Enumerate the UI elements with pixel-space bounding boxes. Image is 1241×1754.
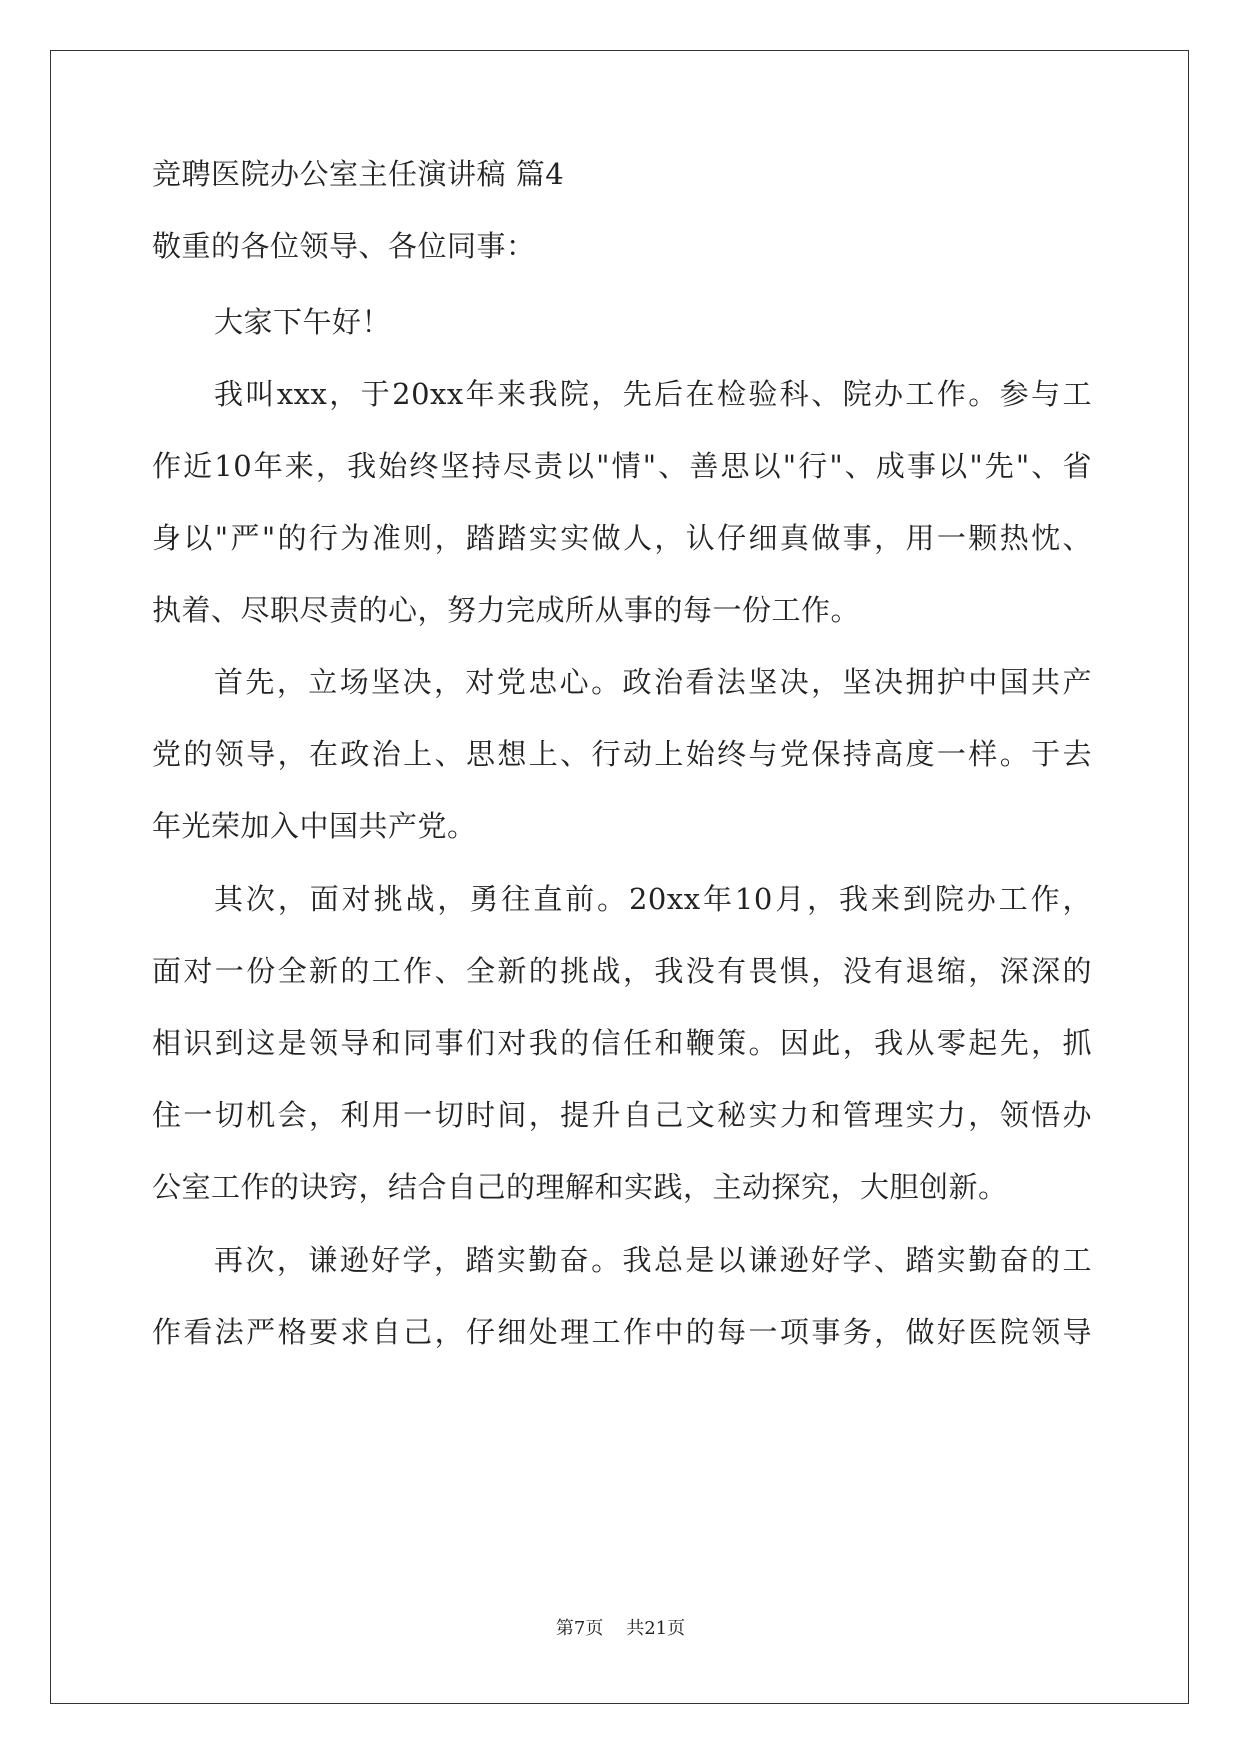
paragraph-line: 相识到这是领导和同事们对我的信任和鞭策。因此，我从零起先，抓 [152, 1026, 1092, 1060]
page-footer [0, 1617, 1241, 1641]
greeting: 大家下午好！ [214, 305, 392, 339]
page-total: 共21页 [626, 1618, 686, 1639]
paragraph-line: 首先，立场坚决，对党忠心。政治看法坚决，坚决拥护中国共产 [214, 665, 1092, 699]
paragraph-line: 住一切机会，利用一切时间，提升自己文秘实力和管理实力，领悟办 [152, 1098, 1092, 1132]
page-border [50, 50, 1189, 1704]
page-number: 第7页 [555, 1618, 604, 1639]
paragraph-line: 作近10年来，我始终坚持尽责以"情"、善思以"行"、成事以"先"、省 [152, 449, 1092, 483]
paragraph-line: 面对一份全新的工作、全新的挑战，我没有畏惧，没有退缩，深深的 [152, 954, 1092, 988]
paragraph-line: 我叫xxx，于20xx年来我院，先后在检验科、院办工作。参与工 [214, 377, 1092, 411]
paragraph-line: 其次，面对挑战，勇往直前。20xx年10月，我来到院办工作， [214, 882, 1092, 916]
paragraph-line: 身以"严"的行为准则，踏踏实实做人，认仔细真做事，用一颗热忱、 [152, 521, 1092, 555]
paragraph-line: 再次，谦逊好学，踏实勤奋。我总是以谦逊好学、踏实勤奋的工 [214, 1243, 1092, 1277]
paragraph-line: 作看法严格要求自己，仔细处理工作中的每一项事务，做好医院领导 [152, 1315, 1092, 1349]
salutation: 敬重的各位领导、各位同事： [152, 229, 536, 263]
paragraph-line: 党的领导，在政治上、思想上、行动上始终与党保持高度一样。于去 [152, 737, 1092, 771]
document-title: 竞聘医院办公室主任演讲稿 篇4 [152, 157, 565, 191]
paragraph-line: 年光荣加入中国共产党。 [152, 809, 477, 843]
paragraph-line: 公室工作的诀窍，结合自己的理解和实践，主动探究，大胆创新。 [152, 1170, 1008, 1204]
paragraph-line: 执着、尽职尽责的心，努力完成所从事的每一份工作。 [152, 593, 861, 627]
